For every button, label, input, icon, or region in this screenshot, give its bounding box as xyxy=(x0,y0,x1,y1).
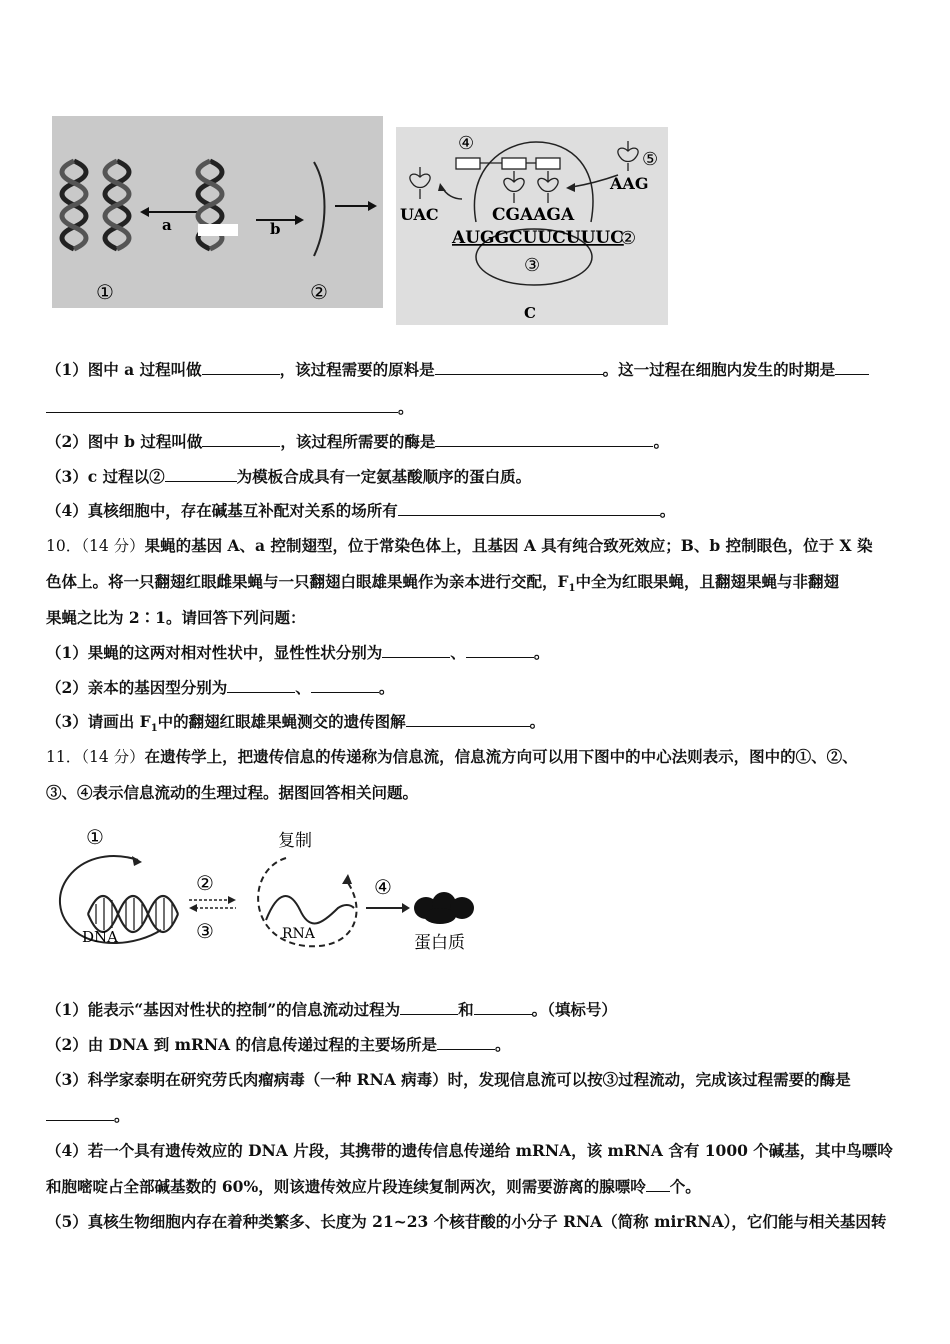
answer-blank xyxy=(227,678,295,693)
text: （3）c 过程以② xyxy=(46,467,165,486)
subscript: 1 xyxy=(568,583,576,595)
q11-part1 xyxy=(46,1000,910,1020)
text: ③、④表示信息流动的生理过程。据图回答相关问题。 xyxy=(46,783,419,802)
figure-central-dogma xyxy=(46,820,496,960)
answer-blank xyxy=(646,1177,670,1192)
answer-blank xyxy=(437,1035,495,1050)
text: 中的翻翅红眼雄果蝇测交的遗传图解 xyxy=(157,712,406,731)
label-circle-5: ⑤ xyxy=(642,149,659,170)
q10-stem-line1 xyxy=(46,536,910,556)
answer-blank xyxy=(165,467,237,482)
text: （2）亲本的基因型分别为 xyxy=(46,678,228,697)
text: 中全为红眼果蝇，且翻翅果蝇与非翻翅 xyxy=(575,572,839,591)
text: （3）请画出 F xyxy=(46,712,151,731)
arrow-b-label: b xyxy=(270,220,281,238)
q9-part3 xyxy=(46,467,910,487)
answer-blank xyxy=(398,501,660,516)
answer-blank xyxy=(46,398,398,413)
label-circle-4: ④ xyxy=(458,133,475,154)
label-circle-1: ① xyxy=(86,825,104,849)
amino-acid-box xyxy=(536,158,560,169)
label-circle-2: ② xyxy=(196,871,214,895)
q11-stem-line2 xyxy=(46,783,910,803)
answer-blank xyxy=(435,432,653,447)
text: 。 xyxy=(398,398,414,417)
text: 。 xyxy=(659,501,676,520)
answer-blank xyxy=(382,643,450,658)
mrna-sequence: AUGGCUUCUUUC xyxy=(452,228,624,248)
text: （5）真核生物细胞内存在着种类繁多、长度为 21~23 个核苷酸的小分子 RNA（简称 mirRNA），它们能与相关基因转 xyxy=(46,1212,887,1231)
replicate-label: 复制 xyxy=(278,831,312,851)
text: 。 xyxy=(653,432,669,451)
text: （1）图中 a 过程叫做 xyxy=(46,360,202,379)
protein-icon xyxy=(414,892,474,924)
text: 。 xyxy=(378,678,395,697)
text: 为模板合成具有一定氨基酸顺序的蛋白质。 xyxy=(236,467,532,486)
trna-bases: CGAAGA xyxy=(492,205,575,225)
text: 果蝇之比为 2∶1。请回答下列问题： xyxy=(46,608,306,627)
text: ，该过程所需要的酶是 xyxy=(280,432,436,451)
text: （1）能表示“基因对性状的控制”的信息流动过程为 xyxy=(46,1000,401,1019)
amino-acid-box xyxy=(502,158,526,169)
q11-part3-line1 xyxy=(46,1070,910,1090)
dna-label: DNA xyxy=(82,928,118,946)
arrow-a-label: a xyxy=(162,216,172,234)
figure-translation xyxy=(396,127,668,325)
text: 。 xyxy=(114,1106,130,1125)
label-circle-4: ④ xyxy=(374,875,392,899)
text: 个。 xyxy=(669,1177,701,1196)
text: 在遗传学上，把遗传信息的传递称为信息流，信息流方向可以用下图中的中心法则表示，图中的①、②、 xyxy=(144,747,858,766)
text: 、 xyxy=(295,678,311,697)
text: （2）由 DNA 到 mRNA 的信息传递过程的主要场所是 xyxy=(46,1035,437,1054)
text: 。 xyxy=(494,1035,511,1054)
text: 。这一过程在细胞内发生的时期是 xyxy=(602,360,836,379)
q10-stem-line3 xyxy=(46,608,910,628)
protein-label: 蛋白质 xyxy=(414,933,465,953)
dna-helix-icon xyxy=(88,896,178,932)
text: 和 xyxy=(458,1000,474,1019)
text: 和胞嘧啶占全部碱基数的 60%，则该遗传效应片段连续复制两次，则需要游离的腺嘌呤 xyxy=(46,1177,646,1196)
text: 色体上。将一只翻翅红眼雌果蝇与一只翻翅白眼雄果蝇作为亲本进行交配，F xyxy=(46,572,569,591)
q10-part1 xyxy=(46,643,910,663)
answer-blank xyxy=(435,360,603,375)
answer-blank xyxy=(46,1106,114,1121)
text: （3）科学家泰明在研究劳氏肉瘤病毒（一种 RNA 病毒）时，发现信息流可以按③过程流动，完成该过程需要的酶是 xyxy=(46,1070,851,1089)
answer-blank xyxy=(406,712,530,727)
subscript: 1 xyxy=(150,723,158,735)
q11-part5-line1 xyxy=(46,1212,910,1232)
q9-part4 xyxy=(46,501,910,521)
q11-part4-line2 xyxy=(46,1177,910,1197)
text: 。 xyxy=(533,643,550,662)
q10-part3 xyxy=(46,712,910,739)
amino-acid-box xyxy=(456,158,480,169)
q9-part1-line1 xyxy=(46,360,910,380)
figure-dna-replication-transcription xyxy=(52,116,383,308)
label-circle-1: ① xyxy=(96,280,114,304)
label-circle-3: ③ xyxy=(524,255,541,276)
q10-stem-line2 xyxy=(46,572,910,599)
answer-blank xyxy=(311,678,379,693)
label-circle-3: ③ xyxy=(196,919,214,943)
q11-part2 xyxy=(46,1035,910,1055)
label-circle-2-mrna: ② xyxy=(620,228,637,249)
answer-blank xyxy=(202,360,280,375)
label-circle-2: ② xyxy=(310,280,328,304)
text: （1）果蝇的这两对相对性状中，显性性状分别为 xyxy=(46,643,383,662)
text: 。（填标号） xyxy=(531,1000,617,1019)
text: （2）图中 b 过程叫做 xyxy=(46,432,203,451)
q11-part4-line1 xyxy=(46,1141,910,1161)
text: ，该过程需要的原料是 xyxy=(279,360,435,379)
answer-blank xyxy=(474,1000,532,1015)
rna-strand-icon xyxy=(266,896,354,923)
q11-stem-line1 xyxy=(46,747,910,767)
text: 。 xyxy=(529,712,546,731)
text: 果蝇的基因 A、a 控制翅型，位于常染色体上，且基因 A 具有纯合致死效应；B、b 控制眼色，位于 X 染 xyxy=(144,536,873,555)
text: 、 xyxy=(450,643,466,662)
q9-part1-line2 xyxy=(46,398,910,418)
question-number: 11．（14 分） xyxy=(46,748,145,766)
q10-part2 xyxy=(46,678,910,698)
answer-blank xyxy=(400,1000,458,1015)
figure-caption-c: C xyxy=(524,304,536,322)
answer-blank xyxy=(466,643,534,658)
text: （4）若一个具有遗传效应的 DNA 片段，其携带的遗传信息传递给 mRNA，该 mRNA 含有 1000 个碱基，其中鸟嘌呤 xyxy=(46,1141,893,1160)
rna-label: RNA xyxy=(282,926,315,942)
answer-blank xyxy=(835,360,869,375)
question-number: 10．（14 分） xyxy=(46,537,145,555)
answer-blank xyxy=(202,432,280,447)
anticodon-right: AAG xyxy=(610,174,649,193)
anticodon-left: UAC xyxy=(400,205,439,224)
text: （4）真核细胞中，存在碱基互补配对关系的场所有 xyxy=(46,501,398,520)
q11-part3-line2 xyxy=(46,1106,910,1126)
q9-part2 xyxy=(46,432,910,452)
